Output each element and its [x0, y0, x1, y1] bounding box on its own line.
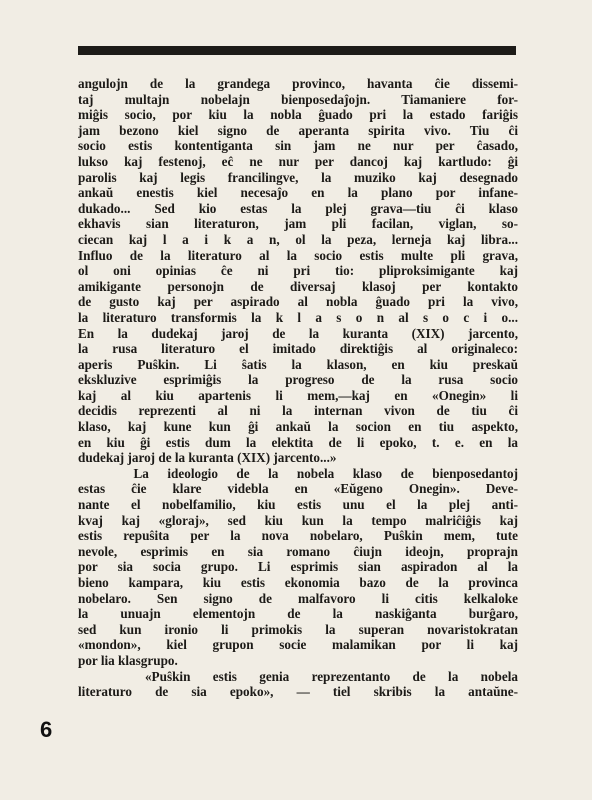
text-line: «mondon», kiel grupon socie malamikan por li kaj [78, 637, 518, 653]
text-line: miĝis socio, por kiu la nobla ĝuado pri la estado fariĝis [78, 107, 518, 123]
text-line: socio estis kontentiganta sin jam ne nur per ĉasado, [78, 138, 518, 154]
text-line: ciecan kaj l a i k a n, ol la peza, lerneja kaj libra... [78, 231, 518, 247]
text-line: nobelaro. Sen signo de malfavoro li citis kelkaloke [78, 590, 518, 606]
text-line: La ideologio de la nobela klaso de bienposedantoj [78, 465, 518, 481]
text-line: parolis kaj legis francilingve, la muziko kaj desegnado [78, 169, 518, 185]
text-line: en kiu ĝi estis dum la elektita de li epoko, t. e. en la [78, 434, 518, 450]
page-number: 6 [40, 717, 53, 742]
text-line: estis repuŝita per la nova nobelaro, Puŝkin mem, tute [78, 528, 518, 544]
text-line: de gusto kaj per aspirado al nobla ĝuado pri la vivo, [78, 294, 518, 310]
text-line: por lia klasgrupo. [78, 652, 178, 668]
body-text [78, 76, 518, 700]
text-line: la literaturo transformis la k l a s o n al s o c i o... [78, 309, 518, 325]
text-line: kvaj kaj «gloraj», sed kiu kun la tempo malriĉiĝis kaj [78, 512, 518, 528]
text-line: ekskluzive esprimiĝis la progreso de la rusa socio [78, 372, 518, 388]
text-line: ol oni opinias ĉe ni pri tio: pliproksimigante kaj [78, 263, 518, 279]
text-line: bieno kampara, kiu estis ekonomia bazo de la provinca [78, 575, 518, 590]
text-line: ekhavis sian literaturon, jam pli facilan, viglan, so- [78, 216, 518, 232]
header-rule [78, 46, 516, 55]
text-line: literaturo de sia epoko», — tiel skribis la antaŭne- [78, 684, 518, 700]
text-line: lukso kaj festenoj, eĉ ne nur per dancoj kaj kartludo: ĝi [78, 153, 518, 169]
text-line: dukado... Sed kio estas la plej grava—tiu ĉi klaso [78, 200, 518, 216]
text-line: Influo de la literaturo al la socio estis multe pli grava, [78, 247, 518, 263]
text-line: por sia socia grupo. Li esprimis sian aspiradon al la [78, 559, 518, 575]
text-line: decidis reprezenti al ni la internan vivon de tiu ĉi [78, 403, 518, 419]
text-line: ankaŭ enestis kiel necesaĵo en la plano por infane- [78, 185, 518, 201]
text-line: «Puŝkin estis genia reprezentanto de la nobela [78, 668, 518, 684]
text-line: klaso, kaj kune kun ĝi ankaŭ la socion en tiu aspekto, [78, 419, 518, 435]
text-line: dudekaj jaroj de la kuranta (XIX) jarcento...» [78, 450, 337, 466]
text-line: la rusa literaturo el imitado direktiĝis al originaleco: [78, 341, 518, 357]
text-line: En la dudekaj jaroj de la kuranta (XIX) jarcento, [78, 325, 518, 341]
text-line: kaj al kiu apartenis li mem,—kaj en «Onegin» li [78, 387, 518, 403]
text-line: aperis Puŝkin. Li ŝatis la klason, en kiu preskaŭ [78, 356, 518, 372]
text-line: sed kun ironio li primokis la superan novaristokratan [78, 621, 518, 637]
text-line: la unuajn elementojn de la naskiĝanta burĝaro, [78, 606, 518, 622]
text-line: jam bezono kiel signo de aperanta spirita vivo. Tiu ĉi [78, 122, 518, 138]
text-line: angulojn de la grandega provinco, havanta ĉie dissemi- [78, 76, 518, 91]
text-line: amikigante personojn de diversaj klasoj per kontakto [78, 278, 518, 294]
text-line: nevole, esprimis en sia romano ĉiujn ideojn, proprajn [78, 543, 518, 559]
text-line: taj multajn nobelajn bienposedaĵojn. Tiamaniere for- [78, 91, 518, 107]
text-line: estas ĉie klare videbla en «Eŭgeno Onegin». Deve- [78, 481, 518, 497]
text-line: nante el nobelfamilio, kiu estis unu el la plej anti- [78, 497, 518, 513]
